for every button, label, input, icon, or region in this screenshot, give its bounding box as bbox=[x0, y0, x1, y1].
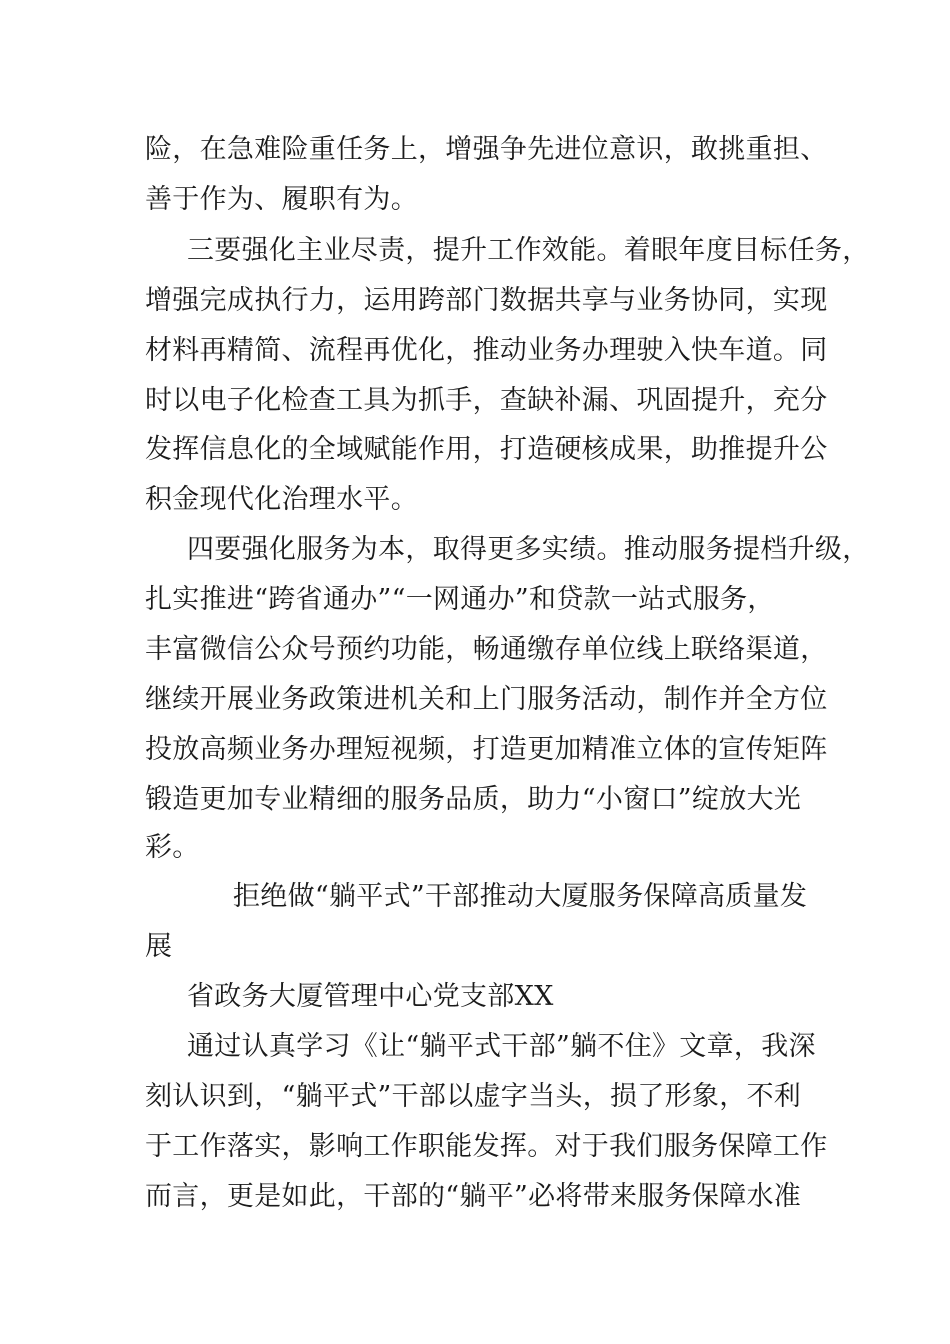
article-title: 拒绝做“躺平式”干部推动大厦服务保障高质量发 bbox=[233, 881, 808, 912]
paragraph-line: 而言，更是如此，干部的“躺平”必将带来服务保障水准 bbox=[145, 1181, 802, 1212]
paragraph-line: 刻认识到，“躺平式”干部以虚字当头，损了形象，不利 bbox=[145, 1081, 802, 1112]
paragraph-line: 扎实推进“跨省通办”“一网通办”和贷款一站式服务， bbox=[145, 584, 775, 615]
paragraph-line: 材料再精简、流程再优化，推动业务办理驶入快车道。同 bbox=[145, 335, 828, 366]
paragraph-line: 积金现代化治理水平。 bbox=[145, 484, 418, 515]
paragraph-line: 险，在急难险重任务上，增强争先进位意识，敢挑重担、 bbox=[145, 134, 828, 165]
author-line: 省政务大厦管理中心党支部XX bbox=[187, 981, 554, 1012]
paragraph-line: 锻造更加专业精细的服务品质，助力“小窗口”绽放大光 bbox=[145, 784, 802, 815]
paragraph-line: 于工作落实，影响工作职能发挥。对于我们服务保障工作 bbox=[145, 1131, 828, 1162]
paragraph-line: 通过认真学习《让“躺平式干部”躺不住》文章，我深 bbox=[187, 1031, 816, 1062]
paragraph-line: 丰富微信公众号预约功能，畅通缴存单位线上联络渠道， bbox=[145, 634, 828, 665]
paragraph-line: 继续开展业务政策进机关和上门服务活动，制作并全方位 bbox=[145, 684, 828, 715]
paragraph-line: 彩。 bbox=[145, 832, 200, 863]
paragraph-line: 投放高频业务办理短视频，打造更加精准立体的宣传矩阵 bbox=[145, 734, 828, 765]
article-title-continued: 展 bbox=[145, 931, 173, 962]
paragraph-line: 增强完成执行力，运用跨部门数据共享与业务协同，实现 bbox=[145, 285, 828, 316]
paragraph-line: 时以电子化检查工具为抓手，查缺补漏、巩固提升，充分 bbox=[145, 385, 828, 416]
paragraph-line: 发挥信息化的全域赋能作用，打造硬核成果，助推提升公 bbox=[145, 434, 828, 465]
paragraph-line: 四要强化服务为本，取得更多实绩。推动服务提档升级， bbox=[187, 534, 870, 565]
paragraph-line: 善于作为、履职有为。 bbox=[145, 184, 418, 215]
paragraph-line: 三要强化主业尽责，提升工作效能。着眼年度目标任务， bbox=[187, 235, 870, 266]
